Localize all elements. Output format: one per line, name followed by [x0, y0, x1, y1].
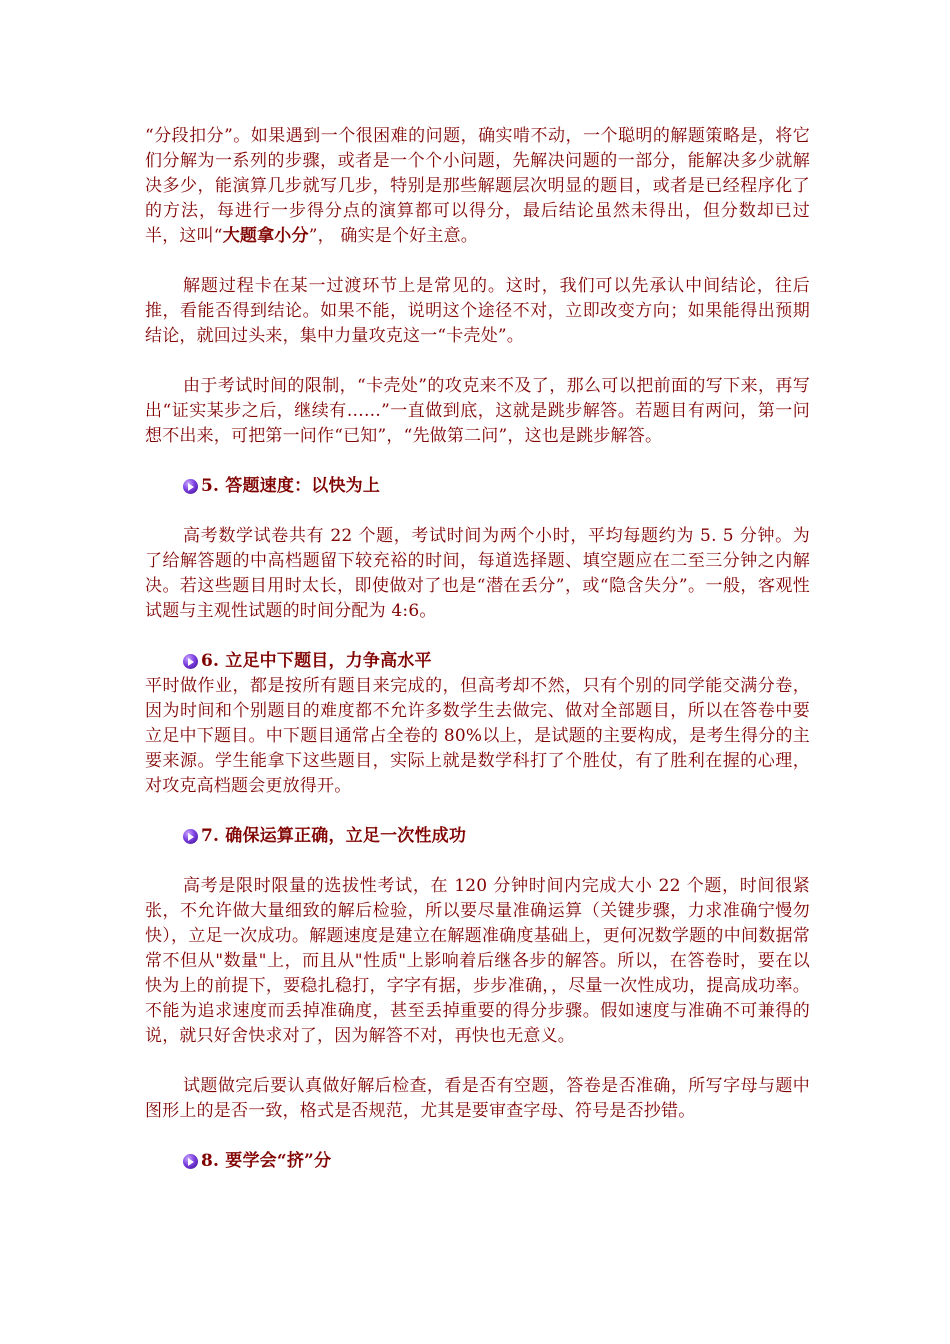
paragraph-text: “分段扣分”。如果遇到一个很困难的问题，确实啃不动，一个聪明的解题策略是，将它们分解为一系列的步骤，或者是一个个小问题，先解决问题的一部分，能解决多少就解决多少，能演算几步就写几步，特别是那些解题层次明显的题目，或者是已经程序化了的方法，每进行一步得分点的演算都可以得分，最后结论虽然未得出，但分数却已过半，这叫“ — [145, 126, 810, 246]
section-heading-5 — [183, 474, 810, 499]
section-heading-6 — [183, 649, 810, 674]
paragraph-check: 试题做完后要认真做好解后检查，看是否有空题，答卷是否准确，所写字母与题中图形上的是否一致，格式是否规范，尤其是要审查字母、符号是否抄错。 — [145, 1076, 810, 1121]
play-bullet-icon — [183, 654, 198, 669]
paragraph-text: ”， 确实是个好主意。 — [308, 226, 478, 246]
play-bullet-icon — [183, 1154, 198, 1169]
section-heading-8 — [183, 1149, 810, 1174]
heading-text: 8. 要学会“挤”分 — [201, 1151, 332, 1171]
paragraph-skip-step: 由于考试时间的限制，“卡壳处”的攻克来不及了，那么可以把前面的写下来，再写出“证实某步之后，继续有……”一直做到底，这就是跳步解答。若题目有两问，第一问想不出来，可把第一问作“已知”，“先做第二问”，这也是跳步解答。 — [145, 376, 810, 446]
document-page — [145, 124, 810, 1174]
heading-text: 5. 答题速度：以快为上 — [201, 476, 381, 496]
paragraph-middle-questions: 平时做作业，都是按所有题目来完成的，但高考却不然，只有个别的同学能交满分卷，因为时间和个别题目的难度都不允许多数学生去做完、做对全部题目，所以在答卷中要立足中下题目。中下题目通常占全卷的 80%以上，是试题的主要构成，是考生得分的主要来源。学生能拿下这些题目，实际上就是数学科打了个胜仗，有了胜利在握的心理，对攻克高档题会更放得开。 — [145, 676, 810, 796]
paragraph-speed: 高考数学试卷共有 22 个题，考试时间为两个小时，平均每题约为 5. 5 分钟。为了给解答题的中高档题留下较充裕的时间，每道选择题、填空题应在二至三分钟之内解决。若这些题目用时太长，即使做对了也是“潜在丢分”，或“隐含失分”。一般，客观性试题与主观性试题的时间分配为 4:6。 — [145, 526, 810, 621]
paragraph-accuracy: 高考是限时限量的选拔性考试，在 120 分钟时间内完成大小 22 个题，时间很紧张，不允许做大量细致的解后检验，所以要尽量准确运算（关键步骤，力求准确宁慢勿快），立足一次成功。解题速度是建立在解题准确度基础上，更何况数学题的中间数据常常不但从"数量"上，而且从"性质"上影响着后继各步的解答。所以，在答卷时，要在以快为上的前提下，要稳扎稳打，字字有据，步步准确，，尽量一次性成功，提高成功率。不能为追求速度而丢掉准确度，甚至丢掉重要的得分步骤。假如速度与准确不可兼得的说，就只好舍快求对了，因为解答不对，再快也无意义。 — [145, 876, 810, 1046]
paragraph-stuck-step: 解题过程卡在某一过渡环节上是常见的。这时，我们可以先承认中间结论，往后推，看能否得到结论。如果不能，说明这个途径不对，立即改变方向；如果能得出预期结论，就回过头来，集中力量攻克这一“卡壳处”。 — [145, 276, 810, 346]
heading-text: 6. 立足中下题目，力争高水平 — [201, 651, 432, 671]
emphasis-text: 大题拿小分 — [222, 226, 309, 246]
play-bullet-icon — [183, 479, 198, 494]
section-heading-7 — [183, 824, 810, 849]
paragraph-step-scoring — [145, 124, 810, 249]
heading-text: 7. 确保运算正确，立足一次性成功 — [201, 826, 467, 846]
play-bullet-icon — [183, 829, 198, 844]
